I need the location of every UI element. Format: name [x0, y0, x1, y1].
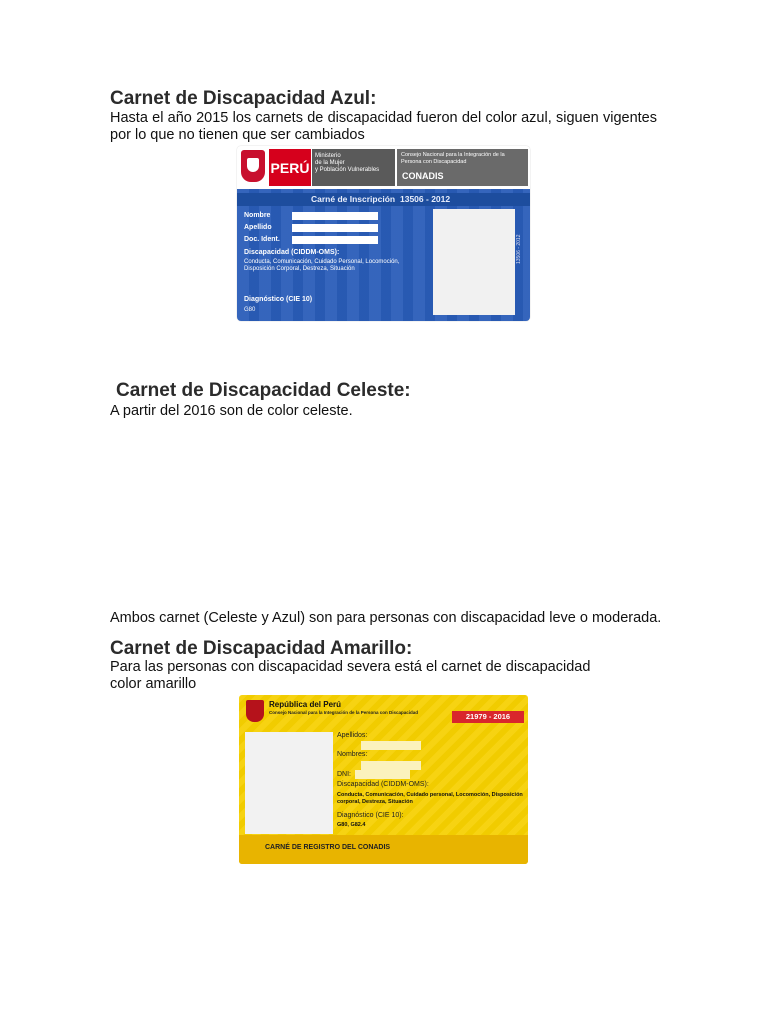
heading-amarillo: Carnet de Discapacidad Amarillo: [110, 638, 413, 659]
apellido-label: Apellido [244, 224, 272, 231]
paragraph-celeste: A partir del 2016 son de color celeste. [110, 403, 353, 419]
dni-field [355, 770, 410, 779]
coat-of-arms-icon [241, 150, 265, 182]
peru-logo: PERÚ [269, 149, 311, 186]
paragraph-amarillo: Para las personas con discapacidad severa está el carnet de discapacidad color amarillo [110, 659, 591, 692]
nombres-field [361, 761, 421, 770]
ministerio-label: Ministerio de la Mujer y Población Vulnerables [312, 149, 395, 186]
yellow-card-footer [239, 835, 528, 864]
nombres-label: Nombres: [337, 751, 368, 758]
yellow-card-image [239, 695, 528, 864]
registration-number: 21979 - 2016 [452, 711, 524, 723]
doc-ident-label: Doc. Ident. [244, 236, 280, 243]
blue-card-header [237, 146, 530, 189]
discapacidad-label: Discapacidad (CIDDM-OMS): [337, 781, 429, 788]
diagnostico-value: G80 [244, 307, 256, 313]
heading-celeste: Carnet de Discapacidad Celeste: [116, 380, 411, 401]
coat-of-arms-icon [246, 700, 264, 722]
photo-placeholder [245, 732, 333, 834]
blue-card-image [237, 146, 530, 321]
paragraph-azul: Hasta el año 2015 los carnets de discapacidad fueron del color azul, siguen vigentes por lo que no tienen que ser cambiados [110, 110, 657, 143]
diagnostico-value: G80, G82.4 [337, 822, 366, 828]
blue-card-body [237, 189, 530, 321]
paragraph-ambos: Ambos carnet (Celeste y Azul) son para personas con discapacidad leve o moderada. [110, 610, 662, 626]
apellido-field [292, 224, 378, 232]
consejo-label: Consejo Nacional para la Integración de la Persona con Discapacidad [269, 710, 419, 715]
diagnostico-label: Diagnóstico (CIE 10): [337, 812, 404, 819]
photo-placeholder [433, 209, 515, 315]
vertical-number: 13506 - 2012 [516, 234, 522, 264]
nombre-field [292, 212, 378, 220]
heading-azul: Carnet de Discapacidad Azul: [110, 88, 377, 109]
apellidos-field [361, 741, 421, 750]
discapacidad-detail: Conducta, Comunicación, Cuidado Personal, Locomoción, Disposición Corporal, Destreza, Situación [244, 259, 400, 272]
discapacidad-label: Discapacidad (CIDDM-OMS): [244, 249, 340, 256]
footer-label: CARNÉ DE REGISTRO DEL CONADIS [265, 844, 391, 851]
republica-label: República del Perú [269, 700, 342, 709]
inscription-band: Carné de Inscripción 13506 - 2012 [237, 193, 530, 206]
apellidos-label: Apellidos: [337, 732, 368, 739]
discapacidad-detail: Conducta, Comunicación, Cuidado personal, Locomoción, Disposición corporal, Destreza, Situación [337, 792, 523, 805]
consejo-label: Consejo Nacional para la Integración de la Persona con Discapacidad [397, 149, 528, 186]
conadis-label: CONADIS [402, 171, 444, 181]
dni-label: DNI: [337, 771, 351, 778]
nombre-label: Nombre [244, 212, 271, 219]
doc-ident-field [292, 236, 378, 244]
diagnostico-label: Diagnóstico (CIE 10) [244, 296, 313, 303]
